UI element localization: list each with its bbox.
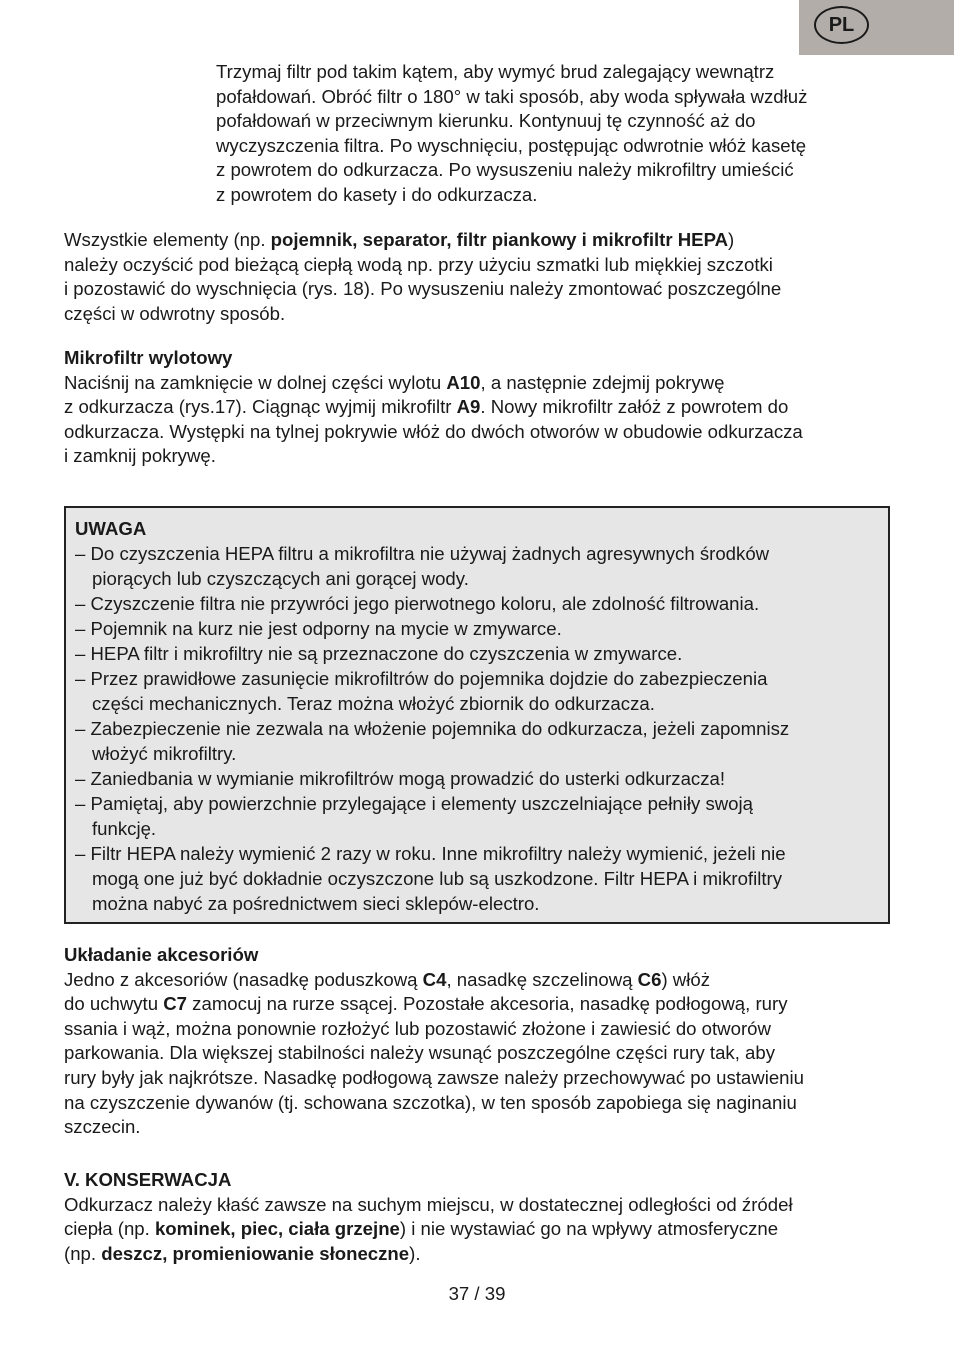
- text-run: – Przez prawidłowe zasunięcie mikrofiltrów do pojemnika dojdzie do zabezpieczenia: [75, 668, 768, 689]
- text-run: części mechanicznych. Teraz można włożyć zbiornik do odkurzacza.: [92, 693, 655, 714]
- text-run: , a następnie zdejmij pokrywę: [480, 371, 725, 393]
- language-tab: [799, 0, 954, 55]
- note-item: [75, 841, 789, 916]
- text-line: z powrotem do odkurzacza. Po wysuszeniu należy mikrofiltry umieścić: [216, 159, 794, 181]
- text-run: (np.: [64, 1242, 102, 1264]
- text-run: można nabyć za pośrednictwem sieci sklepów-electro.: [92, 893, 540, 914]
- text-run: – Pamiętaj, aby powierzchnie przylegające i elementy uszczelniające pełniły swoją: [75, 793, 753, 814]
- text-run: Wszystkie elementy (np.: [64, 229, 271, 250]
- text-line: należy oczyścić pod bieżącą ciepłą wodą np. przy użyciu szmatki lub miękkiej szczotki: [64, 253, 773, 275]
- text-line: [64, 992, 804, 1017]
- bold-text-run: deszcz, promieniowanie słoneczne: [101, 1242, 410, 1264]
- bold-text-run: A9: [456, 396, 481, 418]
- text-line: części w odwrotny sposób.: [64, 302, 286, 324]
- note-item: [75, 716, 789, 766]
- text-line: [64, 1217, 793, 1242]
- language-badge: PL: [814, 6, 869, 44]
- text-run: – HEPA filtr i mikrofiltry nie są przeznaczone do czyszczenia w zmywarce.: [75, 643, 683, 664]
- note-content: [75, 516, 789, 916]
- bold-text-run: A10: [446, 371, 481, 393]
- text-run: Naciśnij na zamknięcie w dolnej części wylotu: [64, 371, 447, 393]
- text-line: i zamknij pokrywę.: [64, 445, 216, 467]
- bold-text-run: C4: [422, 968, 447, 990]
- note-title: UWAGA: [75, 518, 147, 539]
- text-line: odkurzacza. Występki na tylnej pokrywie włóż do dwóch otworów w obudowie odkurzacza: [64, 420, 803, 442]
- text-line: [64, 968, 804, 993]
- text-line: [64, 1242, 793, 1267]
- text-run: ): [728, 229, 735, 250]
- text-line: parkowania. Dla większej stabilności należy wsunąć poszczególne części rury tak, aby: [64, 1042, 776, 1064]
- text-run: Jedno z akcesoriów (nasadkę poduszkową: [64, 968, 423, 990]
- text-line: szczecin.: [64, 1116, 141, 1138]
- text-run: włożyć mikrofiltry.: [92, 743, 237, 764]
- note-item: [75, 541, 789, 591]
- bold-text-run: pojemnik, separator, filtr piankowy i mikrofiltr HEPA: [270, 229, 729, 250]
- bold-text-run: C6: [637, 968, 662, 990]
- text-line: pofałdowań w przeciwnym kierunku. Kontynuuj tę czynność aż do: [216, 110, 756, 132]
- text-line: Trzymaj filtr pod takim kątem, aby wymyć brud zalegający wewnątrz: [216, 61, 775, 82]
- maintenance-section: [64, 1168, 793, 1266]
- page-number: 37 / 39: [448, 1283, 506, 1304]
- bold-text-run: C7: [163, 993, 188, 1015]
- text-run: ).: [409, 1242, 421, 1264]
- text-run: – Zaniedbania w wymianie mikrofiltrów mogą prowadzić do usterki odkurzacza!: [75, 768, 726, 789]
- text-run: – Filtr HEPA należy wymienić 2 razy w roku. Inne mikrofiltry należy wymienić, jeżeli nie: [75, 843, 786, 864]
- text-run: – Do czyszczenia HEPA filtru a mikrofiltra nie używaj żadnych agresywnych środków: [75, 543, 770, 564]
- text-run: . Nowy mikrofiltr załóż z powrotem do: [480, 396, 789, 418]
- text-run: do uchwytu: [64, 993, 164, 1015]
- section-heading: V. KONSERWACJA: [64, 1169, 232, 1190]
- warning-note-box: [64, 506, 890, 924]
- text-run: – Zabezpieczenie nie zezwala na włożenie pojemnika do odkurzacza, jeżeli zapomnisz: [75, 718, 790, 739]
- text-line: ssania i wąż, można ponownie rozłożyć lub pozostawić złożone i zawiesić do otworów: [64, 1017, 771, 1039]
- cleaning-paragraph: [64, 228, 781, 326]
- text-line: [64, 395, 803, 420]
- section-heading: Mikrofiltr wylotowy: [64, 347, 233, 368]
- section-heading: Układanie akcesoriów: [64, 944, 259, 965]
- note-item: [75, 791, 789, 841]
- note-item: [75, 616, 789, 641]
- text-run: ciepła (np.: [64, 1218, 155, 1240]
- text-line: na czyszczenie dywanów (tj. schowana szczotka), w ten sposób zapobiega się naginaniu: [64, 1091, 797, 1113]
- note-item: [75, 591, 789, 616]
- text-line: rury były jak najkrótsze. Nasadkę podłogową zawsze należy przechowywać po ustawieniu: [64, 1066, 804, 1088]
- text-line: pofałdowań. Obróć filtr o 180° w taki sposób, aby woda spływała wzdłuż: [216, 85, 808, 107]
- text-line: i pozostawić do wyschnięcia (rys. 18). Po wysuszeniu należy zmontować poszczególne: [64, 278, 782, 300]
- text-run: ) i nie wystawiać go na wpływy atmosferyczne: [399, 1218, 779, 1240]
- text-run: piorących lub czyszczących ani gorącej wody.: [92, 568, 469, 589]
- text-run: mogą one już być dokładnie oczyszczone lub są uszkodzone. Filtr HEPA i mikrofiltry: [92, 868, 782, 889]
- text-line: [64, 371, 803, 396]
- note-item: [75, 766, 789, 791]
- text-line: z powrotem do kasety i do odkurzacza.: [216, 183, 538, 205]
- text-line: wyczyszczenia filtra. Po wyschnięciu, postępując odwrotnie włóż kasetę: [216, 134, 807, 156]
- text-run: z odkurzacza (rys.17). Ciągnąc wyjmij mikrofiltr: [64, 396, 457, 418]
- text-run: zamocuj na rurze ssącej. Pozostałe akcesoria, nasadkę podłogową, rury: [187, 993, 788, 1015]
- text-run: – Pojemnik na kurz nie jest odporny na mycie w zmywarce.: [75, 618, 562, 639]
- exhaust-section: [64, 346, 803, 469]
- note-item: [75, 641, 789, 666]
- text-run: , nasadkę szczelinową: [446, 968, 638, 990]
- text-run: – Czyszczenie filtra nie przywróci jego pierwotnego koloru, ale zdolność filtrowania.: [75, 593, 760, 614]
- intro-paragraph: [216, 60, 807, 208]
- bold-text-run: kominek, piec, ciała grzejne: [154, 1218, 400, 1240]
- note-item: [75, 666, 789, 716]
- accessories-section: [64, 943, 804, 1140]
- text-run: ) włóż: [661, 968, 710, 990]
- text-line: Odkurzacz należy kłaść zawsze na suchym miejscu, w dostatecznej odległości od źródeł: [64, 1193, 793, 1215]
- text-line: [64, 228, 781, 253]
- text-run: funkcję.: [92, 818, 157, 839]
